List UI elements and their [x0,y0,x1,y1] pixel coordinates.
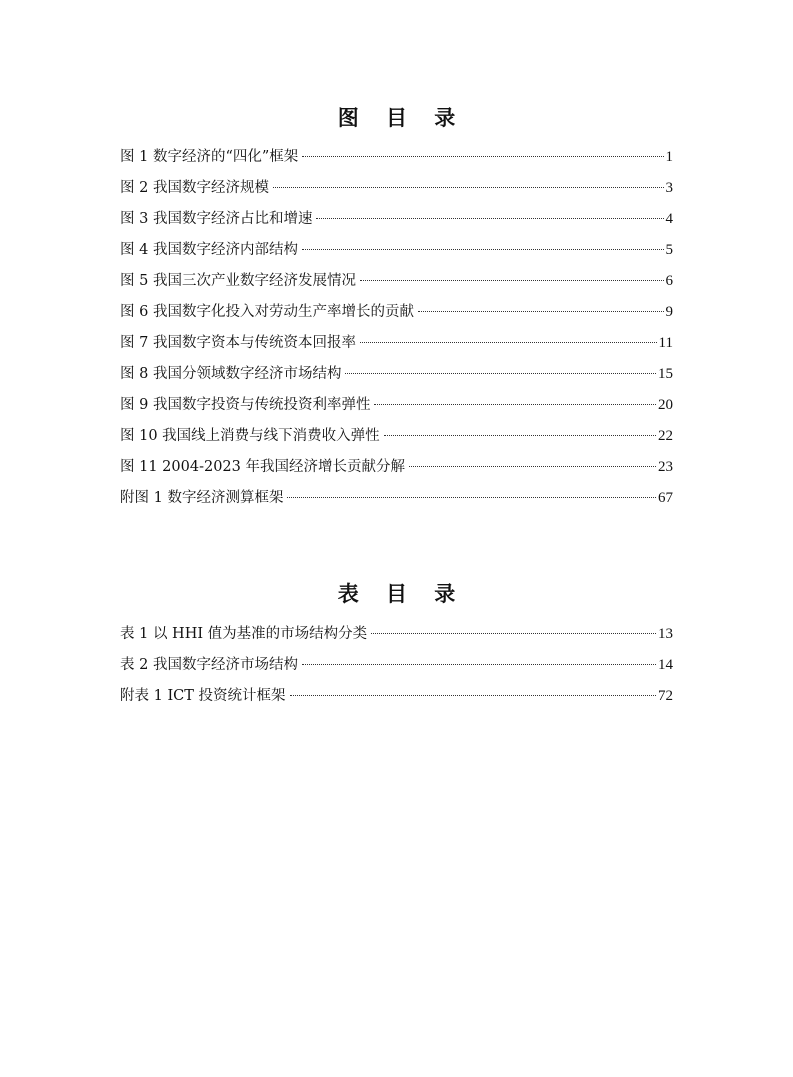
figure-entry[interactable] [120,204,673,235]
figure-entry-label: 图 11 2004-2023 年我国经济增长贡献分解 [120,459,405,475]
dot-leader [371,632,656,634]
table-entry-label: 表 2 我国数字经济市场结构 [120,657,298,673]
dot-leader [384,434,656,436]
figure-entry[interactable] [120,328,673,359]
dot-leader [316,217,663,219]
dot-leader [360,341,657,343]
figure-entry[interactable] [120,173,673,204]
figure-entry-label: 附图 1 数字经济测算框架 [120,490,284,506]
figure-entry[interactable] [120,421,673,452]
dot-leader [302,155,663,157]
figure-entry-label: 图 4 我国数字经济内部结构 [120,242,298,258]
dot-leader [290,694,656,696]
figure-entry-page-number: 1 [665,149,673,165]
figure-entry-page-number: 15 [658,366,673,382]
figure-entry-label: 图 5 我国三次产业数字经济发展情况 [120,273,356,289]
figure-entry[interactable] [120,297,673,328]
figure-entry-label: 图 10 我国线上消费与线下消费收入弹性 [120,428,380,444]
figure-entry-label: 图 1 数字经济的“四化”框架 [120,149,299,165]
figure-entry-page-number: 67 [658,490,673,506]
table-entry[interactable] [120,681,673,712]
figure-entry[interactable] [120,142,673,173]
table-entry-page-number: 14 [658,657,673,673]
dot-leader [302,663,656,665]
figure-entry-page-number: 11 [658,335,673,351]
table-entry[interactable] [120,619,673,650]
figure-entry[interactable] [120,235,673,266]
table-list [120,619,673,712]
dot-leader [409,465,656,467]
figure-entry[interactable] [120,266,673,297]
figure-entry[interactable] [120,390,673,421]
figure-entry-page-number: 22 [658,428,673,444]
dot-leader [302,248,664,250]
table-entry-page-number: 13 [658,626,673,642]
figure-entry-label: 图 9 我国数字投资与传统投资利率弹性 [120,397,371,413]
table-list-title: 表 目 录 [337,582,466,606]
figure-entry[interactable] [120,452,673,483]
figure-entry-label: 图 6 我国数字化投入对劳动生产率增长的贡献 [120,304,414,320]
figure-entry-label: 图 2 我国数字经济规模 [120,180,269,196]
figure-entry[interactable] [120,483,673,514]
figure-entry-page-number: 20 [658,397,673,413]
figure-list-title: 图 目 录 [337,106,466,130]
figure-entry-page-number: 6 [665,273,673,289]
figure-entry-label: 图 7 我国数字资本与传统资本回报率 [120,335,356,351]
dot-leader [360,279,664,281]
figure-entry-page-number: 4 [665,211,673,227]
dot-leader [273,186,664,188]
dot-leader [345,372,656,374]
figure-entry-label: 图 3 我国数字经济占比和增速 [120,211,313,227]
figure-list-section [120,104,673,514]
table-entry-label: 表 1 以 HHI 值为基准的市场结构分类 [120,626,368,642]
table-entry-label: 附表 1 ICT 投资统计框架 [120,688,286,704]
figure-entry-label: 图 8 我国分领域数字经济市场结构 [120,366,342,382]
dot-leader [418,310,664,312]
table-list-section [120,580,673,712]
dot-leader [374,403,656,405]
figure-entry-page-number: 5 [665,242,673,258]
figure-entry[interactable] [120,359,673,390]
figure-entry-page-number: 3 [665,180,673,196]
figure-list [120,142,673,514]
figure-entry-page-number: 9 [665,304,673,320]
dot-leader [287,496,656,498]
table-entry-page-number: 72 [658,688,673,704]
figure-entry-page-number: 23 [658,459,673,475]
table-entry[interactable] [120,650,673,681]
